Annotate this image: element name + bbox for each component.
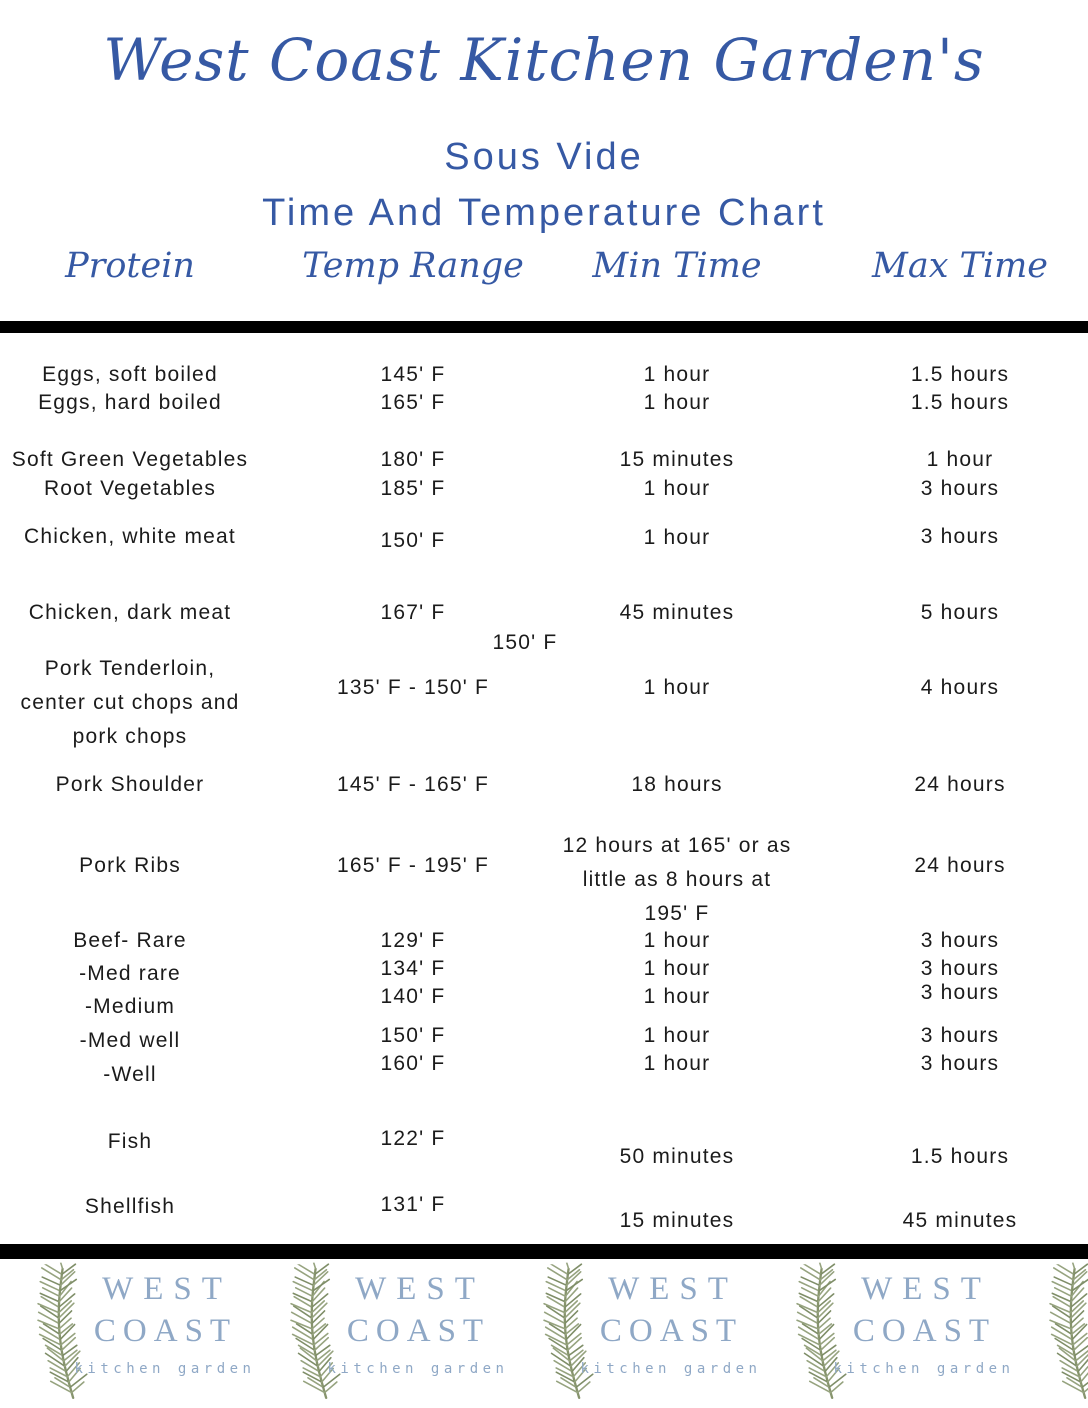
max-cell: 3 hours <box>920 477 1000 500</box>
temp-cell: 150' F <box>380 1024 446 1047</box>
temp-cell: 129' F <box>380 929 446 952</box>
temp-cell: 185' F <box>380 477 446 500</box>
min-cell: 1 hour <box>643 1024 711 1047</box>
protein-cell: -Med well <box>79 1029 181 1052</box>
subtitle-chart: Time And Temperature Chart <box>262 192 826 234</box>
protein-cell: -Med rare <box>79 962 181 985</box>
max-cell: 3 hours <box>920 1052 1000 1075</box>
footer-brand-west: WEST <box>861 1271 991 1307</box>
protein-cell: Eggs, soft boiled <box>42 363 218 386</box>
protein-line: pork chops <box>72 725 188 748</box>
footer-logo <box>10 1259 263 1408</box>
footer-logo-strip <box>0 1259 1088 1408</box>
column-header-min-time: Min Time <box>592 246 762 286</box>
temp-cell: 165' F - 195' F <box>336 854 490 877</box>
column-header-temp-range: Temp Range <box>302 246 524 286</box>
min-cell: 15 minutes <box>619 1209 735 1232</box>
column-header-protein: Protein <box>65 246 195 286</box>
footer-brand-kitchen-garden: kitchen garden <box>74 1361 256 1377</box>
footer-brand <box>1082 1271 1088 1377</box>
max-cell: 3 hours <box>920 981 1000 1004</box>
max-cell: 1.5 hours <box>910 1145 1010 1168</box>
footer-logo <box>516 1259 769 1408</box>
protein-line: Pork Tenderloin, <box>44 657 216 680</box>
max-cell: 3 hours <box>920 929 1000 952</box>
min-cell: 1 hour <box>643 1052 711 1075</box>
temp-cell: 134' F <box>380 957 446 980</box>
footer-brand-coast: COAST <box>93 1313 238 1349</box>
max-cell: 3 hours <box>920 957 1000 980</box>
max-cell: 3 hours <box>920 525 1000 548</box>
footer-brand-west <box>1082 1271 1088 1308</box>
max-cell: 1.5 hours <box>910 363 1010 386</box>
protein-cell <box>2 652 258 754</box>
max-cell: 45 minutes <box>902 1209 1018 1232</box>
footer-brand-kitchen-garden: kitchen garden <box>833 1361 1015 1377</box>
min-cell: 1 hour <box>643 526 711 549</box>
temp-cell: 160' F <box>380 1052 446 1075</box>
footer-logo <box>769 1259 1022 1408</box>
protein-line: center cut chops and <box>20 691 240 714</box>
min-cell <box>547 829 807 931</box>
min-line: 12 hours at 165' or as <box>562 834 792 857</box>
protein-cell: Root Vegetables <box>43 477 217 500</box>
max-cell: 1.5 hours <box>910 391 1010 414</box>
protein-cell: Shellfish <box>84 1195 176 1218</box>
min-cell: 50 minutes <box>619 1145 735 1168</box>
footer-brand <box>576 1271 762 1377</box>
temp-cell: 131' F <box>380 1193 446 1216</box>
column-header-max-time: Max Time <box>871 246 1048 286</box>
temp-cell: 145' F <box>380 363 446 386</box>
footer-brand-coast: COAST <box>852 1313 997 1349</box>
protein-cell: Pork Shoulder <box>55 773 205 796</box>
max-cell: 24 hours <box>914 773 1006 796</box>
temp-cell: 140' F <box>380 985 446 1008</box>
subtitle-sous-vide: Sous Vide <box>444 136 644 178</box>
min-cell: 1 hour <box>643 676 711 699</box>
footer-brand-coast: COAST <box>599 1313 744 1349</box>
footer-brand-coast: COAST <box>346 1313 491 1349</box>
max-cell: 5 hours <box>920 601 1000 624</box>
footer-brand-kitchen-garden <box>1082 1361 1088 1377</box>
min-cell: 1 hour <box>643 929 711 952</box>
temp-cell: 122' F <box>380 1127 446 1150</box>
max-cell: 3 hours <box>920 1024 1000 1047</box>
footer-brand <box>829 1271 1015 1377</box>
max-cell: 1 hour <box>926 448 994 471</box>
protein-cell: Eggs, hard boiled <box>38 391 222 414</box>
protein-cell: -Well <box>103 1063 157 1086</box>
protein-cell: Fish <box>107 1130 153 1153</box>
min-cell: 18 hours <box>631 773 723 796</box>
temp-cell: 150' F <box>380 529 446 552</box>
footer-brand-west: WEST <box>102 1271 232 1307</box>
footer-brand-west: WEST <box>355 1271 485 1307</box>
min-line: 195' F <box>644 902 710 925</box>
protein-cell: Soft Green Vegetables <box>11 448 249 471</box>
temp-cell: 135' F - 150' F <box>336 676 490 699</box>
footer-brand-west: WEST <box>608 1271 738 1307</box>
protein-cell: -Medium <box>84 995 176 1018</box>
footer-brand-coast <box>1082 1313 1088 1350</box>
page-title: West Coast Kitchen Garden's <box>103 26 985 94</box>
protein-cell: Chicken, white meat <box>24 525 236 548</box>
footer-logo <box>1022 1259 1088 1408</box>
temp-cell-secondary: 150' F <box>492 631 558 654</box>
min-cell: 1 hour <box>643 391 711 414</box>
divider-bottom <box>0 1244 1088 1259</box>
protein-cell: Chicken, dark meat <box>28 601 232 624</box>
min-cell: 15 minutes <box>619 448 735 471</box>
max-cell: 24 hours <box>914 854 1006 877</box>
min-cell: 1 hour <box>643 363 711 386</box>
min-cell: 45 minutes <box>619 601 735 624</box>
min-cell: 1 hour <box>643 957 711 980</box>
footer-brand-kitchen-garden: kitchen garden <box>327 1361 509 1377</box>
footer-brand <box>323 1271 509 1377</box>
footer-logo <box>263 1259 516 1408</box>
rosemary-sprig-icon <box>1025 1259 1088 1407</box>
temp-cell: 167' F <box>380 601 446 624</box>
temp-cell: 180' F <box>380 448 446 471</box>
footer-brand <box>70 1271 256 1377</box>
temp-cell: 145' F - 165' F <box>336 773 490 796</box>
max-cell: 4 hours <box>920 676 1000 699</box>
min-cell: 1 hour <box>643 985 711 1008</box>
protein-cell: Beef- Rare <box>73 929 187 952</box>
protein-cell: Pork Ribs <box>79 854 181 877</box>
min-line: little as 8 hours at <box>582 868 772 891</box>
footer-brand-kitchen-garden: kitchen garden <box>580 1361 762 1377</box>
min-cell: 1 hour <box>643 477 711 500</box>
temp-cell: 165' F <box>380 391 446 414</box>
divider-top <box>0 321 1088 333</box>
